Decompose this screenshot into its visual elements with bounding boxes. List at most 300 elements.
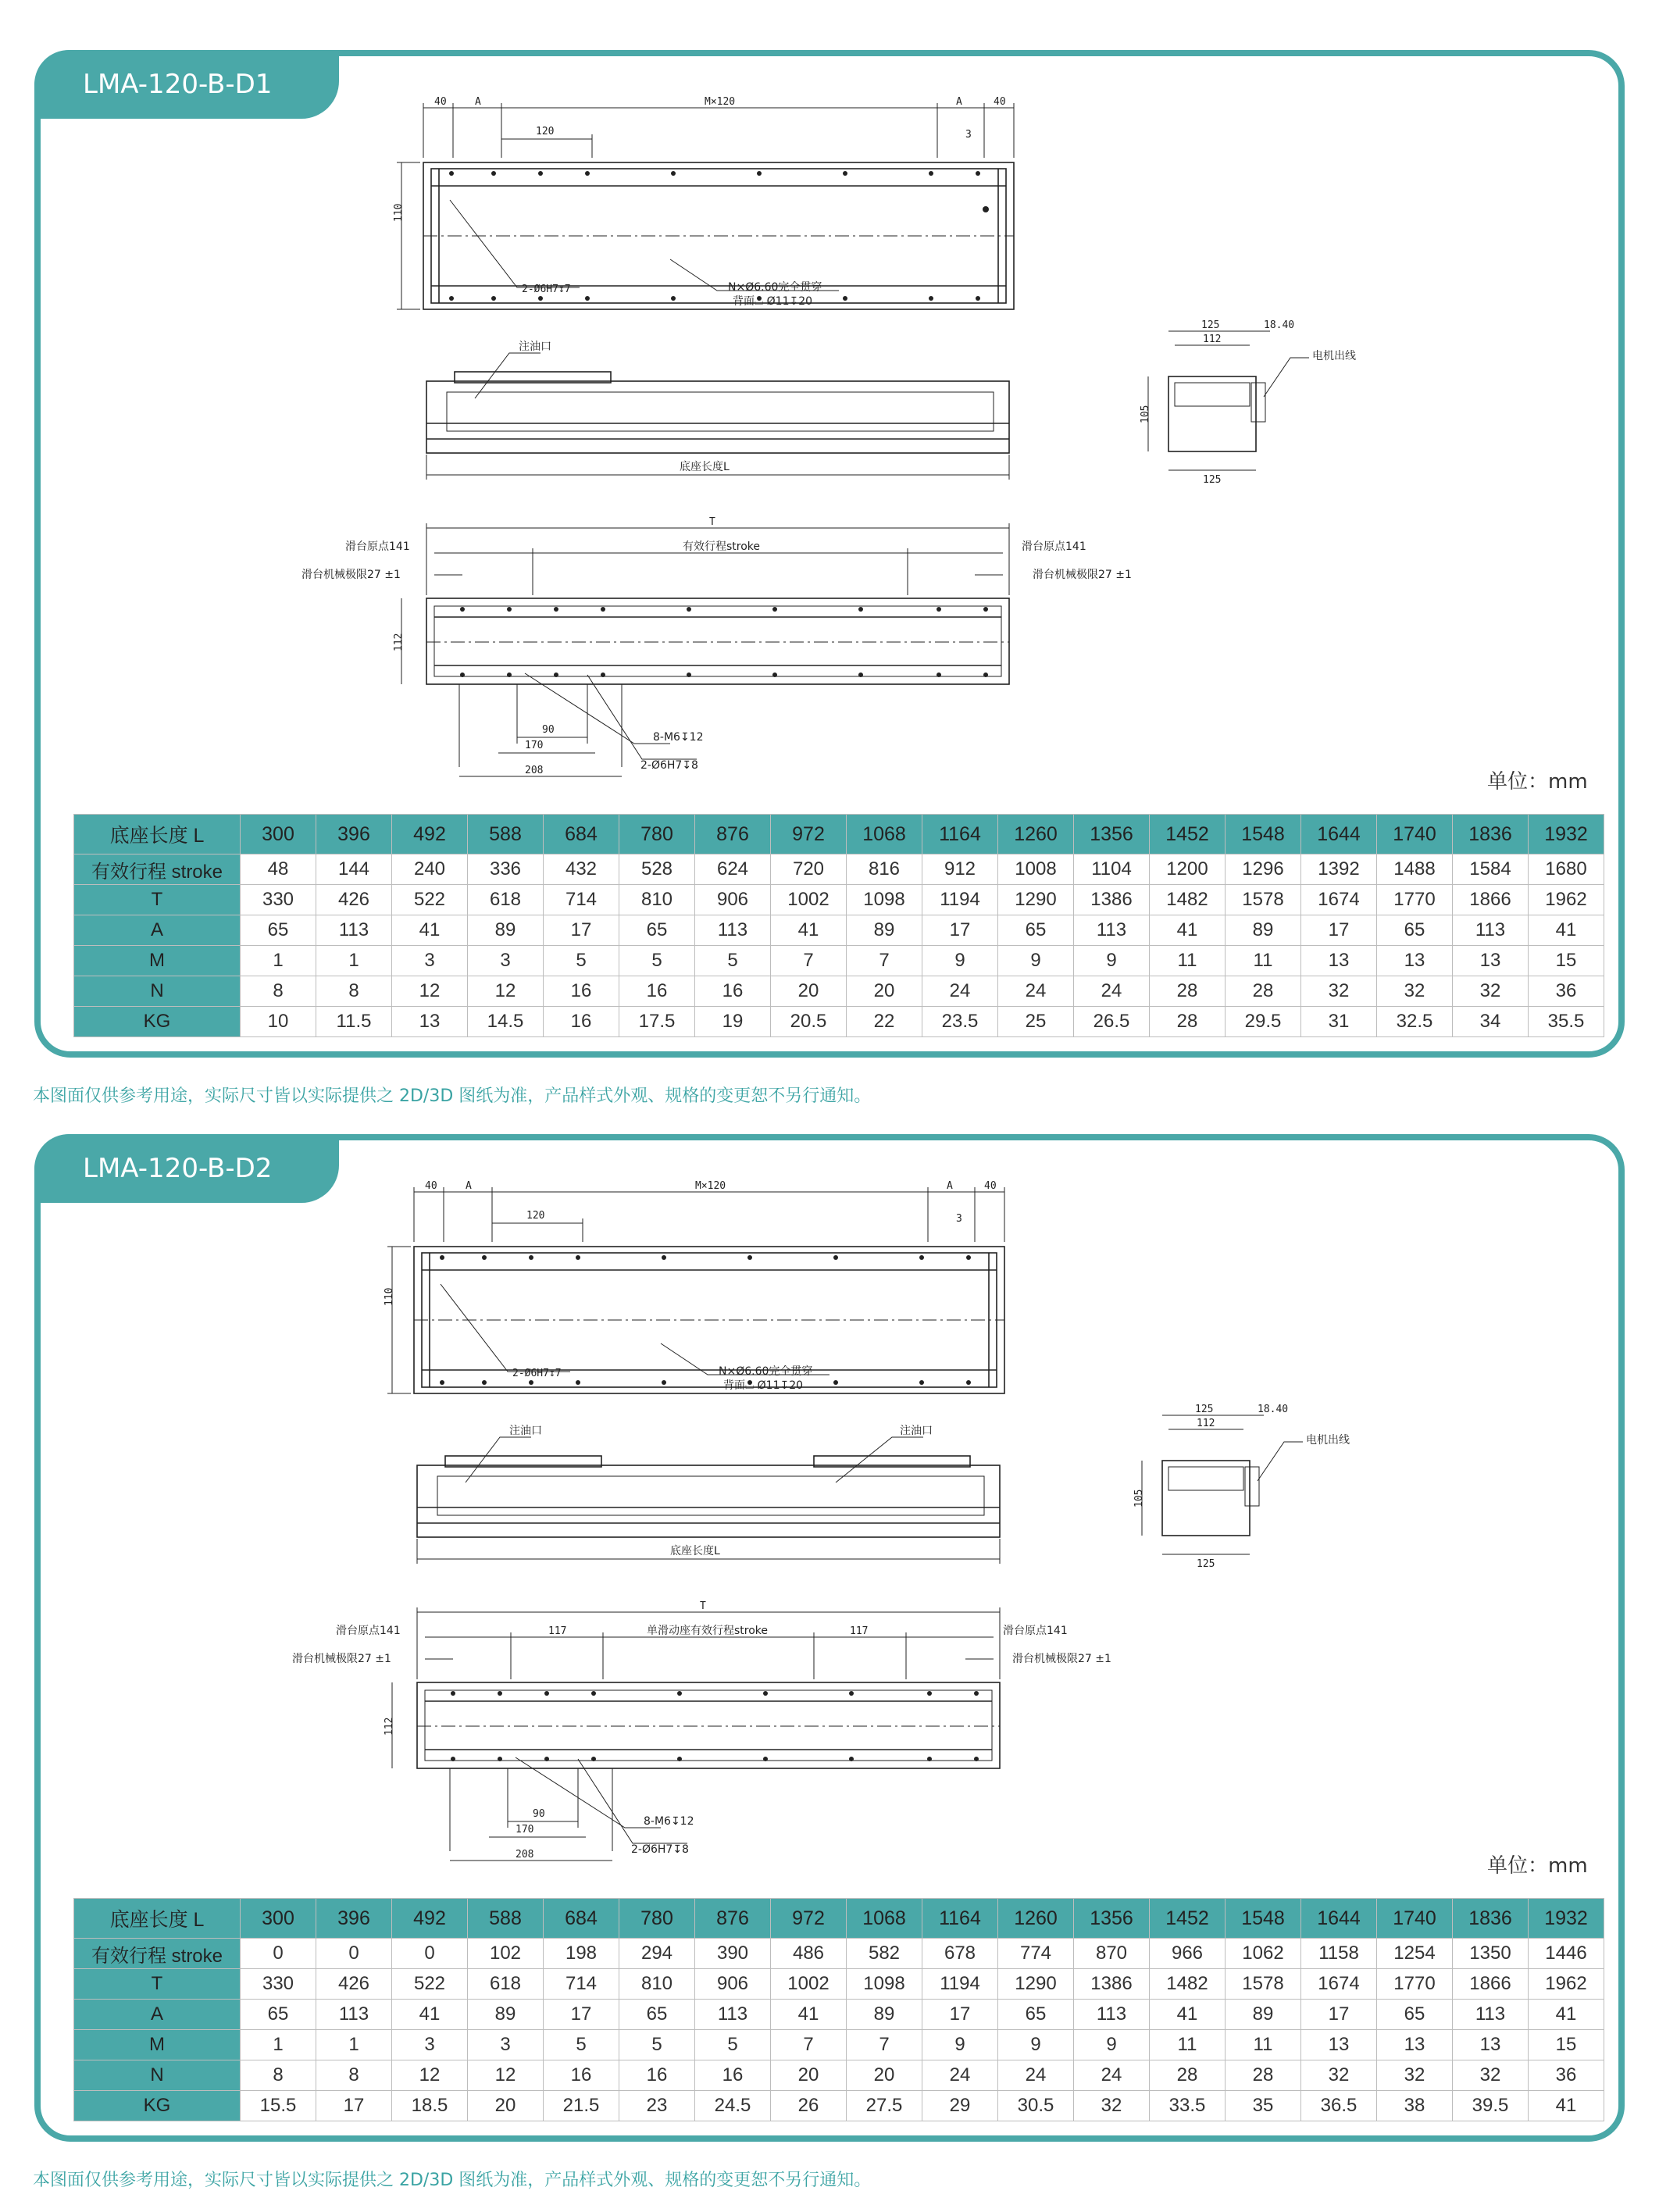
dim-110: 110 <box>393 203 405 222</box>
table-cell: 113 <box>316 2000 392 2030</box>
table-cell: 41 <box>1529 2091 1604 2121</box>
table-cell: 41 <box>771 915 847 946</box>
table-row <box>74 946 1604 976</box>
table-cell: 32 <box>1377 976 1453 1007</box>
table-cell: 31 <box>1301 1007 1377 1037</box>
table-cell: 113 <box>1074 2000 1150 2030</box>
dim-208: 208 <box>525 765 544 776</box>
origin-left: 滑台原点141 <box>345 541 410 553</box>
table-cell: 12 <box>468 2060 544 2091</box>
table-cell: 1008 <box>998 854 1074 885</box>
dim-170: 170 <box>525 740 544 751</box>
table-cell: 32 <box>1301 976 1377 1007</box>
table-cell: 1104 <box>1074 854 1150 885</box>
table-cell: 65 <box>1377 2000 1453 2030</box>
table-cell: 19 <box>695 1007 771 1037</box>
table-row <box>74 1969 1604 2000</box>
table-cell: 65 <box>241 915 316 946</box>
dim-40-right: 40 <box>984 1180 997 1192</box>
table-cell: 13 <box>1301 2030 1377 2060</box>
table-cell: 1290 <box>998 1969 1074 2000</box>
row-label: M <box>74 946 241 976</box>
table-cell: 24 <box>998 976 1074 1007</box>
oil-port-label-2: 注油口 <box>900 1425 933 1437</box>
table-cell: 36 <box>1529 976 1604 1007</box>
table-cell: 810 <box>619 885 695 915</box>
end-dim-125-top: 125 <box>1195 1404 1214 1415</box>
end-dim-18-40: 18.40 <box>1264 319 1295 331</box>
row-label: KG <box>74 1007 241 1037</box>
limit-left: 滑台机械极限27 ±1 <box>301 569 401 581</box>
header-cell: 1932 <box>1529 815 1604 854</box>
disclaimer-note: 本图面仅供参考用途，实际尺寸皆以实际提供之 2D/3D 图纸为准，产品样式外观、规格的变更恕不另行通知。 <box>33 2171 872 2190</box>
table-row <box>74 2091 1604 2121</box>
end-dim-105: 105 <box>1140 405 1151 423</box>
header-cell: 972 <box>771 1899 847 1939</box>
table-cell: 11 <box>1226 946 1301 976</box>
table-cell: 1584 <box>1453 854 1529 885</box>
header-label: 底座长度 L <box>74 815 241 854</box>
table-cell: 38 <box>1377 2091 1453 2121</box>
dim-A-right: A <box>947 1180 953 1192</box>
table-cell: 17 <box>544 2000 619 2030</box>
dim-40-left: 40 <box>425 1180 437 1192</box>
table-cell: 65 <box>619 915 695 946</box>
table-cell: 16 <box>695 2060 771 2091</box>
table-cell: 1002 <box>771 885 847 915</box>
row-label: N <box>74 976 241 1007</box>
table-cell: 9 <box>998 946 1074 976</box>
row-label: M <box>74 2030 241 2060</box>
table-cell: 9 <box>922 2030 998 2060</box>
product-panel-d2 <box>34 1134 1625 2142</box>
header-cell: 1452 <box>1150 815 1226 854</box>
table-row <box>74 915 1604 946</box>
header-cell: 1356 <box>1074 815 1150 854</box>
end-dim-105: 105 <box>1133 1489 1145 1507</box>
table-cell: 26.5 <box>1074 1007 1150 1037</box>
table-cell: 113 <box>1453 2000 1529 2030</box>
table-cell: 1296 <box>1226 854 1301 885</box>
table-cell: 20 <box>847 2060 922 2091</box>
stroke-label: 有效行程stroke <box>683 541 761 553</box>
table-cell: 810 <box>619 1969 695 2000</box>
table-cell: 25 <box>998 1007 1074 1037</box>
table-cell: 966 <box>1150 1939 1226 1969</box>
header-cell: 1260 <box>998 1899 1074 1939</box>
table-cell: 23.5 <box>922 1007 998 1037</box>
table-cell: 32 <box>1453 2060 1529 2091</box>
table-cell: 26 <box>771 2091 847 2121</box>
stroke-label: 单滑动座有效行程stroke <box>647 1625 769 1637</box>
table-cell: 9 <box>922 946 998 976</box>
table-cell: 9 <box>998 2030 1074 2060</box>
table-cell: 198 <box>544 1939 619 1969</box>
table-cell: 1290 <box>998 885 1074 915</box>
table-cell: 20 <box>847 976 922 1007</box>
table-cell: 16 <box>695 976 771 1007</box>
table-cell: 33.5 <box>1150 2091 1226 2121</box>
table-cell: 16 <box>544 976 619 1007</box>
header-cell: 1548 <box>1226 815 1301 854</box>
table-cell: 0 <box>241 1939 316 1969</box>
dim-90: 90 <box>533 1808 545 1820</box>
row-label: A <box>74 915 241 946</box>
header-cell: 1260 <box>998 815 1074 854</box>
table-cell: 294 <box>619 1939 695 1969</box>
table-row <box>74 854 1604 885</box>
table-cell: 13 <box>1377 2030 1453 2060</box>
table-cell: 28 <box>1226 976 1301 1007</box>
table-cell: 1866 <box>1453 885 1529 915</box>
table-cell: 89 <box>847 915 922 946</box>
table-cell: 89 <box>468 915 544 946</box>
technical-drawing <box>41 1140 1618 1875</box>
disclaimer-note: 本图面仅供参考用途，实际尺寸皆以实际提供之 2D/3D 图纸为准，产品样式外观、规格的变更恕不另行通知。 <box>33 1086 872 1106</box>
dim-A-right: A <box>956 96 962 108</box>
table-cell: 32 <box>1074 2091 1150 2121</box>
table-cell: 0 <box>392 1939 468 1969</box>
row-label: T <box>74 885 241 915</box>
table-cell: 1962 <box>1529 885 1604 915</box>
table-cell: 336 <box>468 854 544 885</box>
table-cell: 17 <box>922 2000 998 2030</box>
header-cell: 1740 <box>1377 815 1453 854</box>
table-cell: 582 <box>847 1939 922 1969</box>
table-cell: 1254 <box>1377 1939 1453 1969</box>
table-cell: 41 <box>1150 915 1226 946</box>
table-cell: 29.5 <box>1226 1007 1301 1037</box>
spec-table <box>73 1898 1604 2121</box>
table-cell: 1350 <box>1453 1939 1529 1969</box>
table-cell: 13 <box>1453 946 1529 976</box>
table-cell: 1098 <box>847 1969 922 2000</box>
table-cell: 17.5 <box>619 1007 695 1037</box>
row-label: 有效行程 stroke <box>74 854 241 885</box>
table-cell: 7 <box>771 946 847 976</box>
dim-170: 170 <box>516 1824 534 1836</box>
table-cell: 1962 <box>1529 1969 1604 2000</box>
table-cell: 27.5 <box>847 2091 922 2121</box>
callout-pin: 2-Ø6H7↧8 <box>640 759 698 772</box>
table-cell: 1578 <box>1226 885 1301 915</box>
table-cell: 522 <box>392 885 468 915</box>
table-cell: 32.5 <box>1377 1007 1453 1037</box>
callout-counterbore: 背面⌴ Ø11↧20 <box>723 1379 804 1392</box>
header-cell: 684 <box>544 1899 619 1939</box>
table-cell: 528 <box>619 854 695 885</box>
motor-outlet-label: 电机出线 <box>1306 1434 1350 1447</box>
table-cell: 113 <box>316 915 392 946</box>
table-cell: 17 <box>1301 915 1377 946</box>
table-cell: 1674 <box>1301 885 1377 915</box>
table-cell: 3 <box>468 2030 544 2060</box>
table-cell: 32 <box>1301 2060 1377 2091</box>
oil-port-label: 注油口 <box>509 1425 542 1437</box>
table-cell: 1098 <box>847 885 922 915</box>
table-cell: 714 <box>544 1969 619 2000</box>
table-cell: 1 <box>316 946 392 976</box>
table-cell: 12 <box>468 976 544 1007</box>
header-cell: 1740 <box>1377 1899 1453 1939</box>
table-cell: 28 <box>1226 2060 1301 2091</box>
header-cell: 780 <box>619 1899 695 1939</box>
origin-left: 滑台原点141 <box>336 1625 401 1637</box>
dim-m120: M×120 <box>705 96 736 108</box>
dim-A-left: A <box>466 1180 472 1192</box>
table-cell: 1 <box>241 946 316 976</box>
table-cell: 1200 <box>1150 854 1226 885</box>
end-dim-125-bottom: 125 <box>1203 474 1222 486</box>
table-cell: 5 <box>619 946 695 976</box>
header-cell: 1644 <box>1301 815 1377 854</box>
table-cell: 113 <box>1453 915 1529 946</box>
table-cell: 13 <box>1301 946 1377 976</box>
callout-pin: 2-Ø6H7↧8 <box>631 1843 689 1856</box>
header-cell: 876 <box>695 1899 771 1939</box>
row-label: N <box>74 2060 241 2091</box>
callout-through: N×Ø6.60完全贯穿 <box>728 281 822 294</box>
origin-right: 滑台原点141 <box>1022 541 1086 553</box>
table-cell: 113 <box>695 2000 771 2030</box>
table-cell: 1158 <box>1301 1939 1377 1969</box>
table-cell: 1446 <box>1529 1939 1604 1969</box>
table-cell: 41 <box>392 2000 468 2030</box>
base-length-label: 底座长度L <box>670 1545 720 1557</box>
table-cell: 28 <box>1150 1007 1226 1037</box>
table-cell: 24 <box>1074 2060 1150 2091</box>
table-cell: 17 <box>316 2091 392 2121</box>
table-cell: 39.5 <box>1453 2091 1529 2121</box>
dim-117-right: 117 <box>850 1625 869 1637</box>
table-cell: 5 <box>695 2030 771 2060</box>
end-dim-112: 112 <box>1203 334 1222 345</box>
table-cell: 144 <box>316 854 392 885</box>
table-cell: 3 <box>392 2030 468 2060</box>
end-dim-18-40: 18.40 <box>1258 1404 1289 1415</box>
header-cell: 396 <box>316 815 392 854</box>
table-cell: 9 <box>1074 2030 1150 2060</box>
header-cell: 1164 <box>922 815 998 854</box>
table-cell: 432 <box>544 854 619 885</box>
table-cell: 35.5 <box>1529 1007 1604 1037</box>
dim-T: T <box>709 516 715 528</box>
table-cell: 906 <box>695 885 771 915</box>
header-cell: 684 <box>544 815 619 854</box>
table-header-row <box>74 1899 1604 1939</box>
table-cell: 89 <box>468 2000 544 2030</box>
table-cell: 486 <box>771 1939 847 1969</box>
header-cell: 1356 <box>1074 1899 1150 1939</box>
end-dim-125-bottom: 125 <box>1197 1558 1215 1570</box>
table-cell: 16 <box>544 2060 619 2091</box>
table-cell: 23 <box>619 2091 695 2121</box>
unit-label: 单位：mm <box>1487 770 1588 794</box>
table-cell: 1 <box>316 2030 392 2060</box>
table-cell: 5 <box>695 946 771 976</box>
table-cell: 41 <box>1529 2000 1604 2030</box>
limit-right: 滑台机械极限27 ±1 <box>1012 1653 1111 1665</box>
table-cell: 1680 <box>1529 854 1604 885</box>
header-cell: 1932 <box>1529 1899 1604 1939</box>
table-cell: 15 <box>1529 946 1604 976</box>
table-cell: 522 <box>392 1969 468 2000</box>
table-cell: 5 <box>619 2030 695 2060</box>
table-cell: 36.5 <box>1301 2091 1377 2121</box>
table-cell: 1674 <box>1301 1969 1377 2000</box>
table-cell: 24 <box>922 2060 998 2091</box>
table-cell: 24 <box>1074 976 1150 1007</box>
header-label: 底座长度 L <box>74 1899 241 1939</box>
table-cell: 390 <box>695 1939 771 1969</box>
header-cell: 1068 <box>847 1899 922 1939</box>
table-header-row <box>74 815 1604 854</box>
table-cell: 13 <box>1377 946 1453 976</box>
table-cell: 65 <box>998 915 1074 946</box>
callout-counterbore: 背面⌴ Ø11↧20 <box>733 295 813 308</box>
header-cell: 876 <box>695 815 771 854</box>
table-cell: 32 <box>1453 976 1529 1007</box>
table-cell: 1194 <box>922 885 998 915</box>
table-cell: 1770 <box>1377 885 1453 915</box>
table-cell: 20 <box>771 976 847 1007</box>
table-cell: 65 <box>619 2000 695 2030</box>
table-cell: 1770 <box>1377 1969 1453 2000</box>
table-cell: 15 <box>1529 2030 1604 2060</box>
table-cell: 65 <box>241 2000 316 2030</box>
row-label: KG <box>74 2091 241 2121</box>
table-cell: 12 <box>392 976 468 1007</box>
table-cell: 618 <box>468 1969 544 2000</box>
table-cell: 28 <box>1150 976 1226 1007</box>
table-cell: 1392 <box>1301 854 1377 885</box>
limit-left: 滑台机械极限27 ±1 <box>292 1653 391 1665</box>
table-cell: 30.5 <box>998 2091 1074 2121</box>
table-row <box>74 885 1604 915</box>
table-cell: 7 <box>847 946 922 976</box>
table-cell: 20 <box>468 2091 544 2121</box>
table-cell: 48 <box>241 854 316 885</box>
table-row <box>74 2000 1604 2030</box>
dim-T: T <box>700 1600 706 1612</box>
table-cell: 11 <box>1226 2030 1301 2060</box>
header-cell: 1164 <box>922 1899 998 1939</box>
table-cell: 65 <box>998 2000 1074 2030</box>
table-cell: 1386 <box>1074 1969 1150 2000</box>
table-cell: 41 <box>1150 2000 1226 2030</box>
table-cell: 330 <box>241 1969 316 2000</box>
dim-3: 3 <box>956 1213 962 1225</box>
dim-120: 120 <box>526 1210 545 1222</box>
table-cell: 11.5 <box>316 1007 392 1037</box>
table-cell: 13 <box>392 1007 468 1037</box>
table-cell: 774 <box>998 1939 1074 1969</box>
dim-90: 90 <box>542 724 555 736</box>
table-cell: 1194 <box>922 1969 998 2000</box>
table-cell: 102 <box>468 1939 544 1969</box>
dim-40-right: 40 <box>994 96 1006 108</box>
table-cell: 5 <box>544 2030 619 2060</box>
header-cell: 1836 <box>1453 815 1529 854</box>
dim-m120: M×120 <box>695 1180 726 1192</box>
table-cell: 7 <box>771 2030 847 2060</box>
limit-right: 滑台机械极限27 ±1 <box>1033 569 1132 581</box>
row-label: T <box>74 1969 241 2000</box>
header-cell: 1836 <box>1453 1899 1529 1939</box>
header-cell: 1644 <box>1301 1899 1377 1939</box>
dim-120: 120 <box>536 126 555 137</box>
table-row <box>74 976 1604 1007</box>
table-cell: 65 <box>1377 915 1453 946</box>
product-panel-d1 <box>34 50 1625 1058</box>
table-cell: 426 <box>316 1969 392 2000</box>
panel-title: LMA-120-B-D2 <box>34 1134 339 1203</box>
table-cell: 113 <box>1074 915 1150 946</box>
table-cell: 5 <box>544 946 619 976</box>
table-cell: 24.5 <box>695 2091 771 2121</box>
dim-112: 112 <box>384 1717 395 1736</box>
table-cell: 41 <box>771 2000 847 2030</box>
table-cell: 11 <box>1150 2030 1226 2060</box>
table-row <box>74 2030 1604 2060</box>
table-cell: 28 <box>1150 2060 1226 2091</box>
dim-208: 208 <box>516 1849 534 1861</box>
table-cell: 89 <box>847 2000 922 2030</box>
table-cell: 714 <box>544 885 619 915</box>
table-cell: 32 <box>1377 2060 1453 2091</box>
table-cell: 618 <box>468 885 544 915</box>
table-cell: 16 <box>619 976 695 1007</box>
table-cell: 29 <box>922 2091 998 2121</box>
table-cell: 17 <box>922 915 998 946</box>
table-cell: 16 <box>544 1007 619 1037</box>
header-cell: 588 <box>468 815 544 854</box>
header-cell: 972 <box>771 815 847 854</box>
end-dim-125-top: 125 <box>1201 319 1220 331</box>
table-cell: 8 <box>316 976 392 1007</box>
table-cell: 16 <box>619 2060 695 2091</box>
table-cell: 3 <box>468 946 544 976</box>
table-cell: 3 <box>392 946 468 976</box>
spec-table <box>73 814 1604 1037</box>
table-cell: 8 <box>316 2060 392 2091</box>
table-cell: 1482 <box>1150 1969 1226 2000</box>
base-length-label: 底座长度L <box>680 461 730 473</box>
table-cell: 9 <box>1074 946 1150 976</box>
table-cell: 7 <box>847 2030 922 2060</box>
table-cell: 24 <box>922 976 998 1007</box>
table-row <box>74 1007 1604 1037</box>
table-cell: 1578 <box>1226 1969 1301 2000</box>
header-cell: 588 <box>468 1899 544 1939</box>
table-cell: 35 <box>1226 2091 1301 2121</box>
dim-110: 110 <box>384 1287 395 1306</box>
table-cell: 21.5 <box>544 2091 619 2121</box>
header-cell: 780 <box>619 815 695 854</box>
end-dim-112: 112 <box>1197 1418 1215 1429</box>
row-label: A <box>74 2000 241 2030</box>
header-cell: 492 <box>392 815 468 854</box>
table-cell: 14.5 <box>468 1007 544 1037</box>
table-cell: 1482 <box>1150 885 1226 915</box>
table-cell: 41 <box>392 915 468 946</box>
table-cell: 10 <box>241 1007 316 1037</box>
header-cell: 1068 <box>847 815 922 854</box>
row-label: 有效行程 stroke <box>74 1939 241 1969</box>
header-cell: 1452 <box>1150 1899 1226 1939</box>
callout-holes: 2-Ø6H7↧7 <box>522 284 571 295</box>
table-row <box>74 1939 1604 1969</box>
